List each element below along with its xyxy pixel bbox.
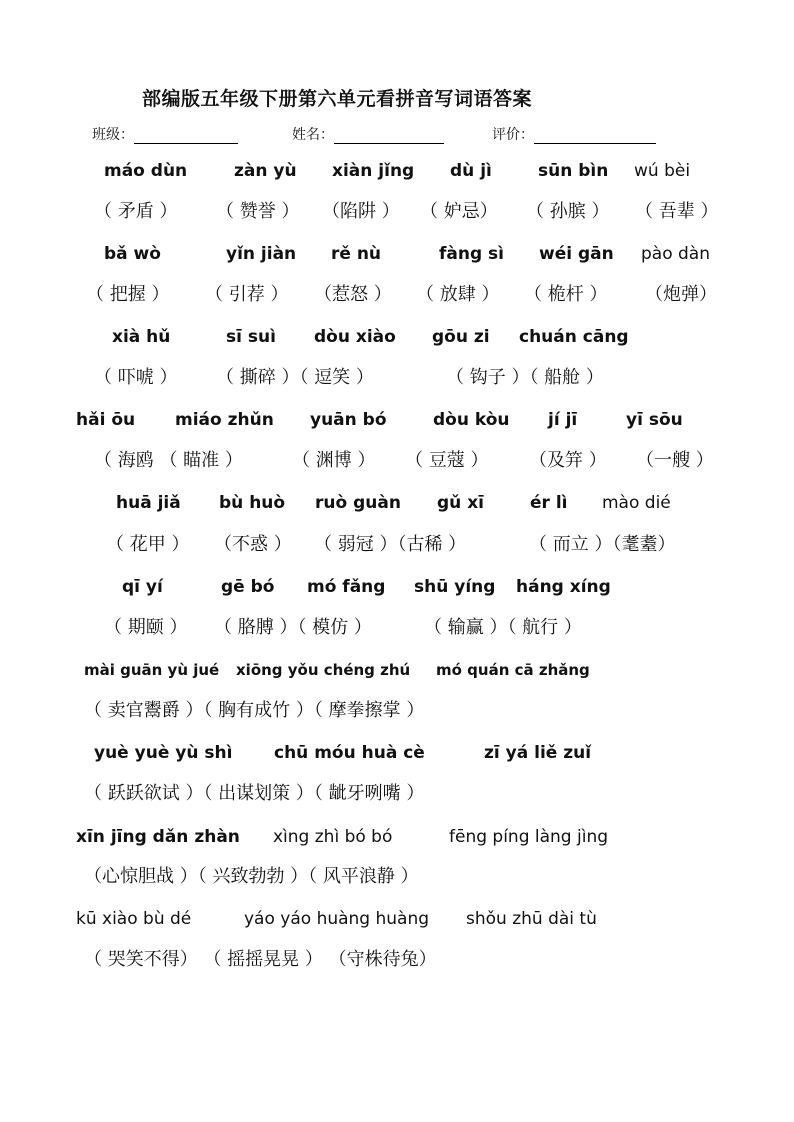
- pinyin-item: ér lì: [530, 493, 568, 513]
- pinyin-row: [0, 322, 794, 352]
- answer-item: （ 卖官鬻爵 ）（ 胸有成竹 ）（ 摩拳擦掌 ）: [84, 700, 425, 721]
- pinyin-item: dòu kòu: [433, 410, 510, 430]
- pinyin-item: fēng píng làng jìng: [449, 827, 609, 847]
- answer-row: [0, 779, 794, 809]
- pinyin-item: xìng zhì bó bó: [273, 827, 393, 847]
- answer-item: （ 把握 ）: [86, 284, 170, 305]
- pinyin-item: chū móu huà cè: [274, 743, 425, 763]
- pinyin-item: dù jì: [450, 161, 492, 181]
- pinyin-item: ruò guàn: [315, 493, 401, 513]
- pinyin-row: [0, 239, 794, 269]
- pinyin-item: yuè yuè yù shì: [94, 743, 233, 763]
- pinyin-row: [0, 405, 794, 435]
- answer-item: （ 桅杆 ）: [524, 284, 608, 305]
- answer-item: （ 孙膑 ）: [526, 201, 610, 222]
- pinyin-item: bù huò: [219, 493, 286, 513]
- pinyin-item: yáo yáo huàng huàng: [244, 909, 430, 929]
- answer-row: [0, 613, 794, 643]
- pinyin-row: [0, 572, 794, 602]
- answer-item: （ 撕碎 ）（ 逗笑 ）: [216, 367, 374, 388]
- pinyin-item: xīn jīng dǎn zhàn: [76, 827, 240, 847]
- pinyin-item: shū yíng: [414, 577, 496, 597]
- pinyin-item: zàn yù: [234, 161, 297, 181]
- pinyin-item: gǔ xī: [437, 493, 484, 513]
- answer-item: （ 放肆 ）: [416, 284, 500, 305]
- answer-row: [0, 696, 794, 726]
- pinyin-item: chuán cāng: [519, 327, 629, 347]
- answer-row: [0, 530, 794, 560]
- pinyin-item: yuān bó: [310, 410, 387, 430]
- answer-item: （ 哭笑不得） （ 摇摇晃晃 ） （守株待兔）: [84, 949, 437, 970]
- answer-item: （心惊胆战 ）（ 兴致勃勃 ）（ 风平浪静 ）: [84, 866, 419, 887]
- answer-item: （ 妒忌）: [420, 201, 498, 222]
- answer-item: （ 输赢 ）（ 航行 ）: [424, 617, 582, 638]
- pinyin-item: hǎi ōu: [76, 410, 136, 430]
- answer-row: [0, 862, 794, 892]
- name-blank[interactable]: [334, 129, 444, 144]
- pinyin-item: sī suì: [226, 327, 276, 347]
- answer-item: （ 钩子 ）（ 船舱 ）: [446, 367, 604, 388]
- answer-item: （一艘 ）: [636, 450, 714, 471]
- pinyin-item: mó quán cā zhǎng: [436, 661, 590, 679]
- answer-item: （不惑 ）: [214, 534, 292, 555]
- pinyin-item: mó fǎng: [307, 577, 386, 597]
- answer-item: （ 跃跃欲试 ）（ 出谋划策 ）（ 龇牙咧嘴 ）: [84, 783, 425, 804]
- pinyin-row: [0, 156, 794, 186]
- name-label: 姓名：: [292, 127, 334, 143]
- pinyin-item: wéi gān: [539, 244, 614, 264]
- pinyin-item: dòu xiào: [314, 327, 396, 347]
- pinyin-item: qī yí: [122, 577, 163, 597]
- pinyin-item: gē bó: [221, 577, 275, 597]
- answer-item: （炮弹）: [645, 284, 717, 305]
- answer-item: （及笄 ）: [529, 450, 607, 471]
- pinyin-item: rě nù: [331, 244, 382, 264]
- answer-item: （ 期颐 ）: [104, 617, 188, 638]
- pinyin-item: wú bèi: [634, 161, 691, 181]
- answer-row: [0, 280, 794, 310]
- answer-item: （陷阱 ）: [322, 201, 400, 222]
- pinyin-item: xià hǔ: [112, 327, 171, 347]
- class-label: 班级：: [92, 127, 134, 143]
- name-field: [292, 124, 444, 144]
- pinyin-item: máo dùn: [104, 161, 188, 181]
- answer-item: （ 吾辈 ）: [635, 201, 719, 222]
- answer-row: [0, 945, 794, 975]
- pinyin-item: mài guān yù jué: [84, 661, 220, 679]
- pinyin-item: jí jī: [548, 410, 578, 430]
- answer-item: （ 花甲 ）: [106, 534, 190, 555]
- pinyin-item: yǐn jiàn: [226, 244, 297, 264]
- answer-item: （ 吓唬 ）: [94, 367, 178, 388]
- answer-item: （惹怒 ）: [314, 284, 392, 305]
- evaluation-field: [492, 124, 656, 144]
- answer-item: （ 引荐 ）: [205, 284, 289, 305]
- pinyin-row: [0, 488, 794, 518]
- pinyin-item: fàng sì: [439, 244, 505, 264]
- pinyin-row: [0, 738, 794, 768]
- pinyin-item: kū xiào bù dé: [76, 909, 192, 929]
- pinyin-item: yī sōu: [626, 410, 683, 430]
- answer-row: [0, 446, 794, 476]
- answer-item: （ 海鸥 （ 瞄准 ）: [94, 450, 243, 471]
- pinyin-item: xiōng yǒu chéng zhú: [236, 661, 411, 679]
- answer-item: （ 矛盾 ）: [94, 201, 178, 222]
- pinyin-item: mào dié: [602, 493, 671, 513]
- page-title: 部编版五年级下册第六单元看拼音写词语答案: [142, 88, 533, 110]
- answer-row: [0, 197, 794, 227]
- pinyin-item: bǎ wò: [104, 244, 161, 264]
- pinyin-item: miáo zhǔn: [175, 410, 274, 430]
- pinyin-item: sūn bìn: [538, 161, 609, 181]
- pinyin-item: zī yá liě zuǐ: [484, 743, 592, 763]
- evaluation-label: 评价：: [492, 127, 534, 143]
- answer-row: [0, 363, 794, 393]
- pinyin-item: shǒu zhū dài tù: [466, 909, 597, 929]
- pinyin-item: háng xíng: [516, 577, 611, 597]
- pinyin-row: [0, 655, 794, 685]
- evaluation-blank[interactable]: [534, 129, 656, 144]
- pinyin-item: pào dàn: [641, 244, 710, 264]
- answer-item: （ 赞誉 ）: [216, 201, 300, 222]
- answer-item: （ 豆蔻 ）: [405, 450, 489, 471]
- class-field: [92, 124, 238, 144]
- answer-item: （ 胳膊 ）（ 模仿 ）: [214, 617, 372, 638]
- pinyin-row: [0, 904, 794, 934]
- class-blank[interactable]: [134, 129, 238, 144]
- answer-item: （ 弱冠 ）（古稀 ）: [314, 534, 467, 555]
- pinyin-item: huā jiǎ: [116, 493, 181, 513]
- pinyin-item: xiàn jǐng: [332, 161, 415, 181]
- pinyin-row: [0, 822, 794, 852]
- answer-item: （ 渊博 ）: [292, 450, 376, 471]
- pinyin-item: gōu zi: [432, 327, 490, 347]
- answer-item: （ 而立 ）（耄耋）: [529, 534, 676, 555]
